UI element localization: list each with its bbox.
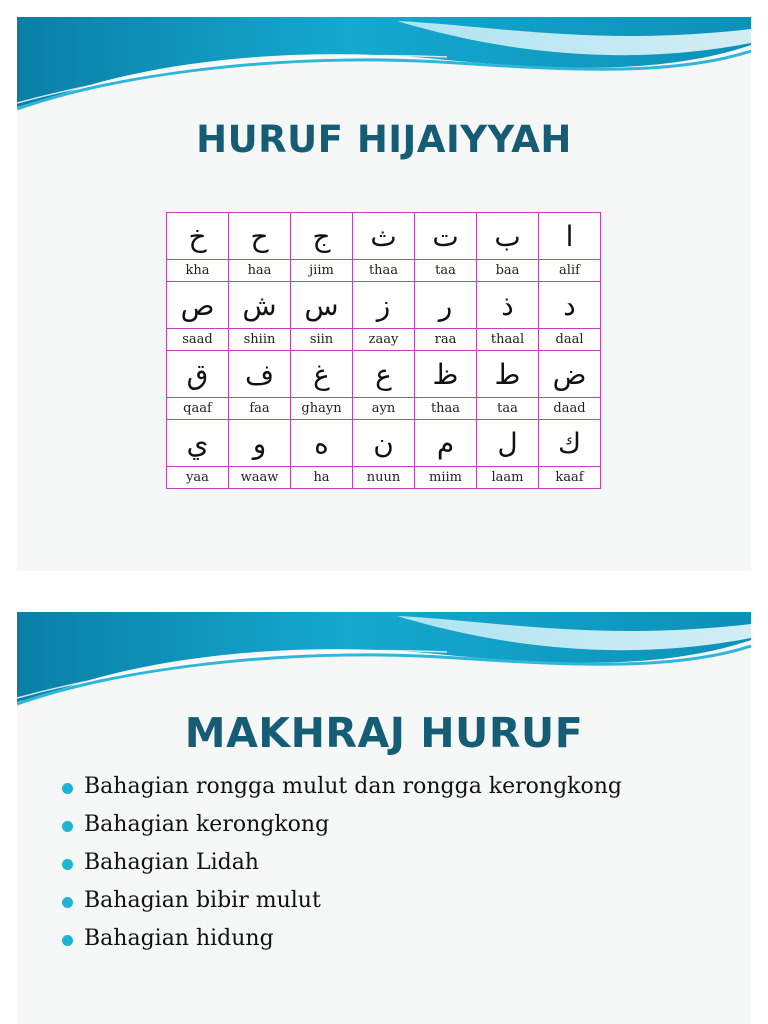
letter-glyph-cell: ف (229, 351, 291, 398)
letter-glyph-cell: ب (477, 213, 539, 260)
letter-glyph-cell: ر (415, 282, 477, 329)
letter-glyph-cell: ش (229, 282, 291, 329)
letter-name-cell: qaaf (167, 398, 229, 420)
letter-glyph-cell: ز (353, 282, 415, 329)
letter-name-cell: shiin (229, 329, 291, 351)
wave-header-decoration (17, 612, 751, 707)
letter-name-cell: raa (415, 329, 477, 351)
letter-name-cell: kha (167, 260, 229, 282)
letter-glyph-cell: ط (477, 351, 539, 398)
letter-name-cell: yaa (167, 467, 229, 489)
letter-glyph-row (167, 213, 601, 260)
letter-name-cell: jiim (291, 260, 353, 282)
letter-glyph-cell: د (539, 282, 601, 329)
letter-glyph-cell: ع (353, 351, 415, 398)
letter-name-cell: ghayn (291, 398, 353, 420)
bullet-dot-icon (62, 859, 73, 870)
slide-title: HURUF HIJAIYYAH (196, 118, 572, 161)
letter-name-cell: baa (477, 260, 539, 282)
slide-huruf-hijaiyyah (17, 17, 751, 571)
letter-glyph-cell: ا (539, 213, 601, 260)
letter-glyph-cell: ج (291, 213, 353, 260)
letter-name-cell: siin (291, 329, 353, 351)
letter-name-cell: zaay (353, 329, 415, 351)
letter-name-row (167, 329, 601, 351)
letter-glyph-cell: م (415, 420, 477, 467)
letter-glyph-cell: ح (229, 213, 291, 260)
letter-glyph-cell: و (229, 420, 291, 467)
bullet-text: Bahagian bibir mulut (84, 888, 321, 913)
bullet-dot-icon (62, 935, 73, 946)
letter-name-cell: waaw (229, 467, 291, 489)
letter-name-cell: ayn (353, 398, 415, 420)
bullet-dot-icon (62, 783, 73, 794)
slide-title: MAKHRAJ HURUF (184, 709, 584, 757)
slide-makhraj-huruf (17, 612, 751, 1024)
bullet-text: Bahagian hidung (84, 926, 274, 951)
letter-name-cell: taa (415, 260, 477, 282)
letter-glyph-cell: ظ (415, 351, 477, 398)
letter-glyph-row (167, 351, 601, 398)
bullet-dot-icon (62, 897, 73, 908)
letter-glyph-row (167, 282, 601, 329)
letter-name-cell: taa (477, 398, 539, 420)
letter-name-cell: haa (229, 260, 291, 282)
letter-glyph-cell: ه (291, 420, 353, 467)
letter-name-cell: miim (415, 467, 477, 489)
letter-name-row (167, 467, 601, 489)
letter-name-cell: kaaf (539, 467, 601, 489)
letter-name-cell: thaa (353, 260, 415, 282)
letter-name-cell: saad (167, 329, 229, 351)
letter-glyph-cell: خ (167, 213, 229, 260)
letter-name-cell: thaal (477, 329, 539, 351)
letter-glyph-cell: س (291, 282, 353, 329)
letter-name-cell: faa (229, 398, 291, 420)
letter-name-row (167, 260, 601, 282)
letter-glyph-cell: ذ (477, 282, 539, 329)
letter-glyph-cell: غ (291, 351, 353, 398)
bullet-item (62, 924, 622, 962)
letter-glyph-cell: ي (167, 420, 229, 467)
letter-glyph-cell: ل (477, 420, 539, 467)
bullet-item (62, 810, 622, 848)
hijaiyyah-letter-table (166, 212, 601, 489)
letter-name-cell: alif (539, 260, 601, 282)
bullet-text: Bahagian Lidah (84, 850, 259, 875)
letter-name-row (167, 398, 601, 420)
bullet-item (62, 848, 622, 886)
letter-name-cell: daal (539, 329, 601, 351)
bullet-dot-icon (62, 821, 73, 832)
letter-glyph-cell: ن (353, 420, 415, 467)
letter-glyph-cell: ض (539, 351, 601, 398)
letter-name-cell: nuun (353, 467, 415, 489)
letter-glyph-cell: ق (167, 351, 229, 398)
bullet-item (62, 886, 622, 924)
letter-glyph-cell: ص (167, 282, 229, 329)
bullet-text: Bahagian rongga mulut dan rongga kerongkong (84, 774, 623, 799)
bullet-item (62, 772, 622, 810)
makhraj-bullet-list (62, 772, 622, 962)
letter-name-cell: thaa (415, 398, 477, 420)
letter-name-cell: daad (539, 398, 601, 420)
letter-glyph-cell: ث (353, 213, 415, 260)
letter-name-cell: laam (477, 467, 539, 489)
letter-glyph-cell: ك (539, 420, 601, 467)
bullet-text: Bahagian kerongkong (84, 812, 330, 837)
letter-glyph-row (167, 420, 601, 467)
letter-name-cell: ha (291, 467, 353, 489)
letter-glyph-cell: ت (415, 213, 477, 260)
wave-header-decoration (17, 17, 751, 112)
